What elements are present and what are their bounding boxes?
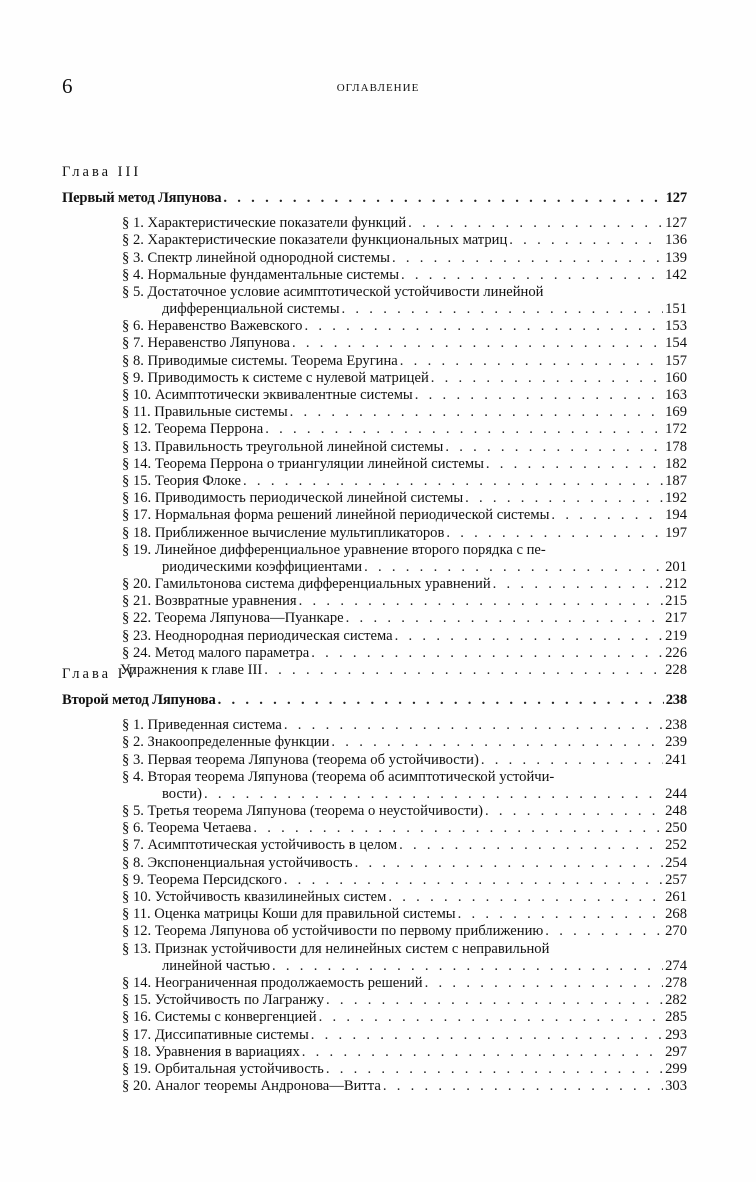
toc-entry-page: 285 [665,1009,687,1026]
toc-entry-page: 153 [665,318,687,335]
toc-entry-page: 142 [665,266,687,283]
toc-entry-page: 127 [665,215,687,232]
chapter-label: Глава III [62,164,142,180]
leader-dots [243,473,663,490]
toc-entry-page: 157 [665,352,687,369]
toc-entry-text: § 13. Признак устойчивости для нелинейных систем с неправильной [122,940,550,957]
toc-entry-page: 261 [665,889,687,906]
toc-entry-page: 192 [665,490,687,507]
toc-entry-page: 163 [665,387,687,404]
toc-entry-page: 187 [665,472,687,489]
toc-entry-text: § 21. Возвратные уравнения [122,593,297,610]
toc-entry-text: § 3. Спектр линейной однородной системы [122,249,390,266]
toc-entry[interactable] [62,734,687,751]
leader-dots [290,404,663,421]
toc-entry-page: 244 [665,785,687,802]
chapter-iv [62,664,687,1095]
leader-dots [400,353,663,370]
leader-dots [401,267,663,284]
toc-entry[interactable] [62,301,687,318]
toc-entry-page: 219 [665,627,687,644]
leader-dots [481,752,663,769]
toc-entry[interactable] [62,975,687,992]
toc-entry-page: 154 [665,335,687,352]
toc-entry[interactable] [62,490,687,507]
toc-entry-text: § 9. Приводимость к системе с нулевой матрицей [122,369,429,386]
toc-entry-text: § 23. Неоднородная периодическая система [122,627,393,644]
toc-entry-page: 226 [665,644,687,661]
toc-entry[interactable] [62,941,687,958]
toc-entry-text: § 17. Нормальная форма решений линейной периодической системы [122,507,550,524]
toc-entry-page: 293 [665,1026,687,1043]
toc-entries [62,215,687,679]
toc-entry[interactable] [62,855,687,872]
leader-dots [223,190,663,207]
leader-dots [311,645,663,662]
leader-dots [425,975,663,992]
toc-entry-text: § 13. Правильность треугольной линейной системы [122,438,444,455]
toc-entry-page: 215 [665,593,687,610]
toc-entry[interactable] [62,717,687,734]
leader-dots [458,906,664,923]
toc-entry-text: § 2. Знакоопределенные функции [122,734,330,751]
toc-entry[interactable] [62,525,687,542]
toc-entry-page: 238 [665,717,687,734]
toc-entry[interactable] [62,593,687,610]
toc-entry[interactable] [62,387,687,404]
leader-dots [465,490,663,507]
toc-entry-text: § 1. Приведенная система [122,717,282,734]
leader-dots [299,593,663,610]
toc-entry-page: 250 [665,820,687,837]
toc-entry-text: линейной частью [162,957,270,974]
toc-entry[interactable] [62,611,687,628]
chapter-title: Первый метод Ляпунова [62,189,222,206]
leader-dots [364,559,663,576]
toc-entry-page: 212 [665,576,687,593]
toc-entry-page: 248 [665,803,687,820]
toc-entry-page: 270 [665,923,687,940]
toc-entry-page: 278 [665,974,687,991]
toc-entry-page: 178 [665,438,687,455]
chapter-title-row[interactable] [62,692,687,709]
chapter-label: Глава IV [62,666,139,682]
toc-entry[interactable] [62,232,687,249]
leader-dots [284,717,663,734]
toc-entry[interactable] [62,404,687,421]
leader-dots [272,958,663,975]
leader-dots [431,370,663,387]
toc-entry[interactable] [62,1009,687,1026]
toc-entry[interactable] [62,803,687,820]
toc-entry-page: 197 [665,524,687,541]
toc-entry-text: § 18. Уравнения в вариациях [122,1043,300,1060]
toc-entry[interactable] [62,456,687,473]
toc-entry[interactable] [62,1044,687,1061]
toc-entry-text: § 6. Неравенство Важевского [122,318,303,335]
toc-entry[interactable] [62,542,687,559]
toc-entry-text: § 16. Системы с конвергенцией [122,1009,317,1026]
toc-entry-page: 194 [665,507,687,524]
toc-entry-page: 254 [665,854,687,871]
chapter-title: Второй метод Ляпунова [62,691,216,708]
toc-entry-page: 228 [665,662,687,679]
toc-entry-text: § 10. Асимптотически эквивалентные системы [122,387,413,404]
toc-entry-page: 297 [665,1043,687,1060]
toc-entry-page: 239 [665,734,687,751]
toc-entry-text: § 11. Правильные системы [122,404,288,421]
leader-dots [326,992,663,1009]
toc-entry-text: § 10. Устойчивость квазилинейных систем [122,889,387,906]
toc-entry-text: § 4. Нормальные фундаментальные системы [122,266,399,283]
toc-entry[interactable] [62,507,687,524]
leader-dots [493,576,663,593]
toc-entry[interactable] [62,923,687,940]
leader-dots [342,301,664,318]
toc-entry[interactable] [62,628,687,645]
toc-entry[interactable] [62,906,687,923]
toc-entry-page: 151 [665,301,687,318]
toc-entry[interactable] [62,353,687,370]
leader-dots [388,889,663,906]
leader-dots [551,507,663,524]
leader-dots [218,692,664,709]
toc-entry-page: 282 [665,992,687,1009]
toc-entry-text: § 4. Вторая теорема Ляпунова (теорема об асимптотической устойчи- [122,768,555,785]
leader-dots [485,803,663,820]
toc-entry-text: § 17. Диссипативные системы [122,1026,309,1043]
toc-entry-text: Упражнения к главе III [120,662,263,679]
toc-entry[interactable] [62,559,687,576]
leader-dots [392,250,663,267]
toc-entry-text: § 8. Экспоненциальная устойчивость [122,854,353,871]
toc-entry-page: 182 [665,455,687,472]
chapter-title-page: 238 [665,691,687,708]
toc-entries [62,717,687,1095]
toc-entry[interactable] [62,421,687,438]
toc-entry-text: § 6. Теорема Четаева [122,820,252,837]
toc-entry-page: 299 [665,1060,687,1077]
leader-dots [445,439,663,456]
leader-dots [399,837,663,854]
leader-dots [509,232,663,249]
leader-dots [326,1061,663,1078]
toc-entry[interactable] [62,1061,687,1078]
toc-entry-text: § 24. Метод малого параметра [122,644,310,661]
toc-entry[interactable] [62,1027,687,1044]
running-title: ОГЛАВЛЕНИЕ [336,82,420,94]
toc-entry-page: 274 [665,957,687,974]
toc-entry[interactable] [62,786,687,803]
toc-entry-page: 268 [665,906,687,923]
toc-entry-text: § 9. Теорема Персидского [122,871,282,888]
toc-entry-page: 172 [665,421,687,438]
toc-entry-text: § 12. Теорема Ляпунова об устойчивости по первому приближению [122,923,544,940]
toc-entry-text: § 2. Характеристические показатели функциональных матриц [122,232,508,249]
leader-dots [284,872,663,889]
toc-entry[interactable] [62,284,687,301]
toc-entry-text: § 5. Достаточное условие асимптотической устойчивости линейной [122,283,544,300]
leader-dots [545,923,663,940]
leader-dots [304,318,663,335]
leader-dots [408,215,663,232]
toc-entry-text: § 7. Неравенство Ляпунова [122,335,291,352]
toc-entry-text: § 7. Асимптотическая устойчивость в целом [122,837,398,854]
toc-entry[interactable] [62,576,687,593]
toc-entry-page: 160 [665,369,687,386]
toc-entry-text: § 8. Приводимые системы. Теорема Еругина [122,352,398,369]
leader-dots [204,786,663,803]
toc-entry[interactable] [62,838,687,855]
leader-dots [319,1009,664,1026]
toc-entry[interactable] [62,992,687,1009]
toc-entry-text: § 12. Теорема Перрона [122,421,264,438]
toc-entry-text: § 22. Теорема Ляпунова—Пуанкаре [122,610,344,627]
page-number: 6 [62,74,73,98]
toc-entry[interactable] [62,958,687,975]
leader-dots [383,1078,663,1095]
toc-entry-page: 201 [665,558,687,575]
toc-entry-text: дифференциальной системы [162,301,340,318]
chapter-iii [62,162,687,679]
leader-dots [355,855,664,872]
toc-entry[interactable] [62,645,687,662]
toc-entry[interactable] [62,1078,687,1095]
toc-entry-text: § 14. Неограниченная продолжаемость решений [122,974,423,991]
toc-entry[interactable] [62,318,687,335]
toc-entry-text: § 20. Гамильтонова система дифференциальных уравнений [122,576,491,593]
toc-entry[interactable] [62,769,687,786]
toc-entry-text: § 3. Первая теорема Ляпунова (теорема об устойчивости) [122,751,479,768]
toc-entry-page: 241 [665,751,687,768]
toc-entry[interactable] [62,889,687,906]
toc-entry-text: риодическими коэффициентами [162,558,363,575]
toc-entry-text: § 19. Линейное дифференциальное уравнение второго порядка с пе- [122,541,546,558]
toc-entry-text: § 18. Приближенное вычисление мультипликаторов [122,524,445,541]
leader-dots [265,421,663,438]
toc-entry-text: § 15. Теория Флоке [122,472,242,489]
leader-dots [346,610,663,627]
toc-entry-text: § 16. Приводимость периодической линейной системы [122,490,464,507]
toc-entry[interactable] [62,473,687,490]
toc-entry[interactable] [62,336,687,353]
toc-entry-page: 252 [665,837,687,854]
toc-entry-text: § 1. Характеристические показатели функций [122,215,407,232]
leader-dots [395,628,663,645]
leader-dots [486,456,663,473]
leader-dots [311,1027,663,1044]
toc-entry-page: 303 [665,1078,687,1095]
toc-entry[interactable] [62,439,687,456]
leader-dots [415,387,663,404]
toc-entry-page: 139 [665,249,687,266]
toc-entry[interactable] [62,215,687,232]
leader-dots [446,525,663,542]
leader-dots [292,335,663,352]
toc-entry[interactable] [62,872,687,889]
toc-entry[interactable] [62,752,687,769]
toc-entry-page: 169 [665,404,687,421]
toc-entry-text: § 14. Теорема Перрона о триангуляции линейной системы [122,455,484,472]
toc-entry[interactable] [62,250,687,267]
toc-entry-text: § 11. Оценка матрицы Коши для правильной системы [122,906,456,923]
toc-entry[interactable] [62,267,687,284]
toc-entry-text: § 15. Устойчивость по Лагранжу [122,992,325,1009]
toc-entry-text: § 19. Орбитальная устойчивость [122,1060,324,1077]
toc-entry[interactable] [62,820,687,837]
chapter-title-page: 127 [665,189,687,206]
chapter-title-row[interactable] [62,190,687,207]
leader-dots [331,734,663,751]
leader-dots [302,1044,663,1061]
toc-entry-text: § 20. Аналог теоремы Андронова—Витта [122,1078,381,1095]
toc-entry-text: вости) [162,785,202,802]
toc-entry-page: 136 [665,232,687,249]
toc-entry-page: 217 [665,610,687,627]
toc-entry-text: § 5. Третья теорема Ляпунова (теорема о неустойчивости) [122,803,484,820]
leader-dots [253,820,663,837]
toc-entry-page: 257 [665,871,687,888]
toc-entry[interactable] [62,370,687,387]
